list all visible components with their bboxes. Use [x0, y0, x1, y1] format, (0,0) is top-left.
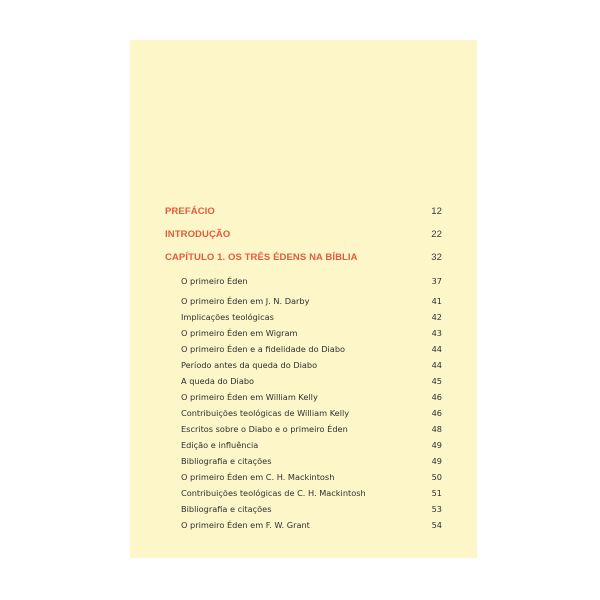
toc-entry-page: 45 — [431, 376, 442, 386]
toc-sub-entry — [181, 376, 442, 386]
toc-sub-entry — [181, 440, 442, 450]
toc-sub-entry — [181, 276, 442, 286]
toc-sub-entry — [181, 488, 442, 498]
toc-entry-title: Edição e influência — [181, 440, 259, 450]
toc-entry-title: Escritos sobre o Diabo e o primeiro Éden — [181, 424, 348, 434]
toc-entry-page: 44 — [431, 360, 442, 370]
toc-entry-page: 43 — [431, 328, 442, 338]
toc-entry-title: O primeiro Éden em F. W. Grant — [181, 520, 310, 530]
toc-entry-page: 32 — [431, 252, 442, 263]
toc-entry-page: 46 — [431, 392, 442, 402]
toc-entry-title: O primeiro Éden — [181, 276, 248, 286]
toc-main-entry — [165, 229, 442, 240]
toc-entry-title: PREFÁCIO — [165, 206, 215, 217]
toc-entry-title: O primeiro Éden em C. H. Mackintosh — [181, 472, 335, 482]
toc-entry-title: A queda do Diabo — [181, 376, 255, 386]
toc-sub-entry — [181, 424, 442, 434]
toc-entry-page: 50 — [431, 472, 442, 482]
toc-sub-entry — [181, 456, 442, 466]
toc-entry-title: O primeiro Éden e a fidelidade do Diabo — [181, 344, 346, 354]
toc-entry-page: 41 — [431, 296, 442, 306]
toc-entry-title: O primeiro Éden em Wigram — [181, 328, 298, 338]
toc-sub-entry — [181, 472, 442, 482]
table-of-contents — [130, 40, 477, 558]
toc-entry-title: Contribuições teológicas de C. H. Mackintosh — [181, 488, 366, 498]
toc-entry-page: 46 — [431, 408, 442, 418]
toc-entry-title: Bibliografia e citações — [181, 456, 272, 466]
toc-sub-entry — [181, 360, 442, 370]
toc-entry-page: 51 — [431, 488, 442, 498]
toc-entry-title: Bibliografia e citações — [181, 504, 272, 514]
toc-entry-title: O primeiro Éden em William Kelly — [181, 392, 318, 402]
toc-sub-entry — [181, 504, 442, 514]
toc-entry-page: 12 — [431, 206, 442, 217]
toc-entry-title: Contribuições teológicas de William Kelly — [181, 408, 350, 418]
toc-sub-entry — [181, 312, 442, 322]
toc-sub-entry — [181, 296, 442, 306]
toc-main-entry — [165, 206, 442, 217]
toc-entry-title: O primeiro Éden em J. N. Darby — [181, 296, 310, 306]
toc-sub-entry — [181, 344, 442, 354]
toc-entry-title: INTRODUÇÃO — [165, 229, 231, 240]
toc-entry-page: 37 — [431, 276, 442, 286]
toc-entry-page: 44 — [431, 344, 442, 354]
toc-entry-page: 54 — [431, 520, 442, 530]
toc-sub-entry — [181, 408, 442, 418]
toc-entry-page: 48 — [431, 424, 442, 434]
toc-entry-page: 49 — [431, 456, 442, 466]
toc-sub-entry — [181, 392, 442, 402]
toc-entry-page: 42 — [431, 312, 442, 322]
toc-sub-entry — [181, 520, 442, 530]
book-page — [130, 40, 477, 558]
toc-sub-entry — [181, 328, 442, 338]
toc-main-entry — [165, 252, 442, 263]
toc-entry-page: 53 — [431, 504, 442, 514]
toc-entry-title: Período antes da queda do Diabo — [181, 360, 318, 370]
toc-entry-page: 49 — [431, 440, 442, 450]
toc-entry-page: 22 — [431, 229, 442, 240]
toc-entry-title: CAPÍTULO 1. OS TRÊS ÉDENS NA BÍBLIA — [165, 252, 358, 263]
toc-entry-title: Implicações teológicas — [181, 312, 274, 322]
